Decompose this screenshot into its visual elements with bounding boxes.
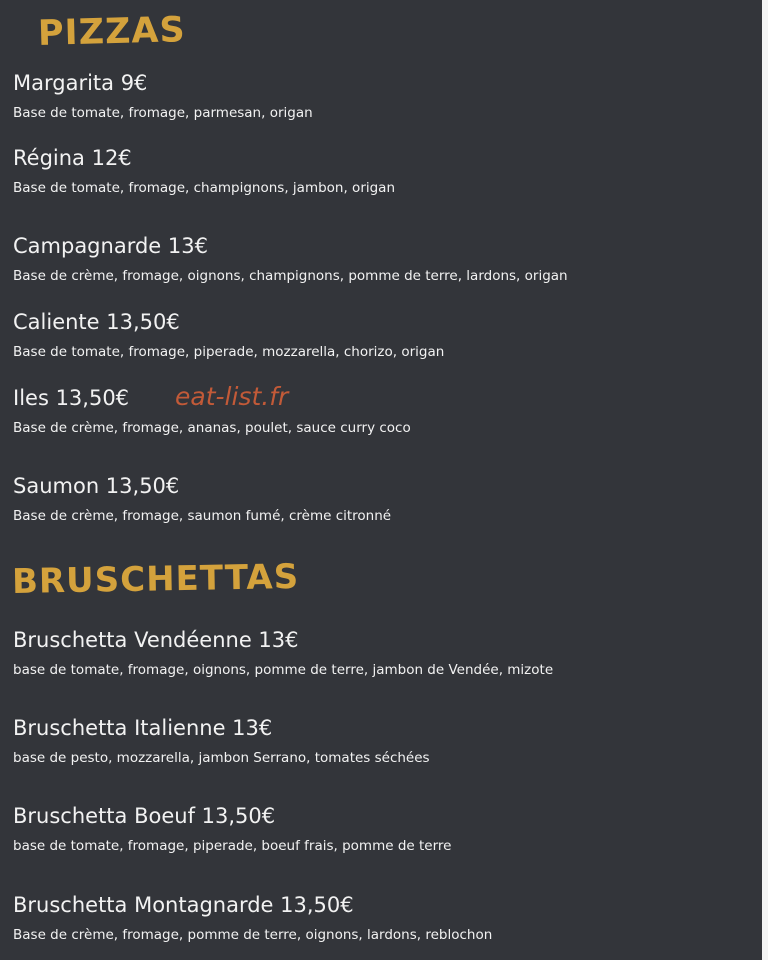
- menu-item-bruschetta-boeuf: [13, 803, 753, 855]
- item-description: Base de tomate, fromage, champignons, jambon, origan: [13, 180, 396, 196]
- menu-item-regina: [13, 145, 753, 197]
- item-description: Base de crème, fromage, oignons, champignons, pomme de terre, lardons, origan: [13, 268, 568, 284]
- item-name: Iles 13,50€: [13, 386, 130, 410]
- item-name: Bruschetta Italienne 13€: [13, 716, 273, 740]
- item-name: Caliente 13,50€: [13, 310, 180, 334]
- menu-item-caliente: [13, 309, 753, 361]
- menu-item-iles: [13, 385, 753, 437]
- menu-item-campagnarde: [13, 233, 753, 285]
- item-name: Bruschetta Boeuf 13,50€: [13, 804, 276, 828]
- watermark: eat-list.fr: [175, 382, 289, 411]
- item-description: Base de tomate, fromage, parmesan, origan: [13, 105, 313, 121]
- section-title-bruschettas: BRUSCHETTAS: [11, 556, 300, 602]
- item-description: Base de tomate, fromage, piperade, mozzarella, chorizo, origan: [13, 344, 445, 360]
- menu-item-bruschetta-vendeenne: [13, 627, 753, 679]
- item-description: Base de crème, fromage, saumon fumé, crème citronné: [13, 508, 392, 524]
- menu-item-bruschetta-italienne: [13, 715, 753, 767]
- page-edge: [762, 0, 768, 960]
- section-title-pizzas: PIZZAS: [37, 10, 187, 54]
- item-description: Base de crème, fromage, ananas, poulet, sauce curry coco: [13, 420, 411, 436]
- item-description: Base de crème, fromage, pomme de terre, oignons, lardons, reblochon: [13, 927, 493, 943]
- item-name: Saumon 13,50€: [13, 474, 180, 498]
- menu-item-saumon: [13, 473, 753, 525]
- item-name: Campagnarde 13€: [13, 234, 208, 258]
- item-description: base de pesto, mozzarella, jambon Serrano, tomates séchées: [13, 750, 430, 766]
- item-name: Bruschetta Vendéenne 13€: [13, 628, 299, 652]
- item-name: Bruschetta Montagnarde 13,50€: [13, 893, 354, 917]
- menu-item-bruschetta-montagnarde: [13, 892, 753, 944]
- item-description: base de tomate, fromage, oignons, pomme de terre, jambon de Vendée, mizote: [13, 662, 554, 678]
- item-description: base de tomate, fromage, piperade, boeuf frais, pomme de terre: [13, 838, 452, 854]
- item-name: Régina 12€: [13, 146, 132, 170]
- item-name: Margarita 9€: [13, 71, 148, 95]
- menu-item-margarita: [13, 70, 753, 122]
